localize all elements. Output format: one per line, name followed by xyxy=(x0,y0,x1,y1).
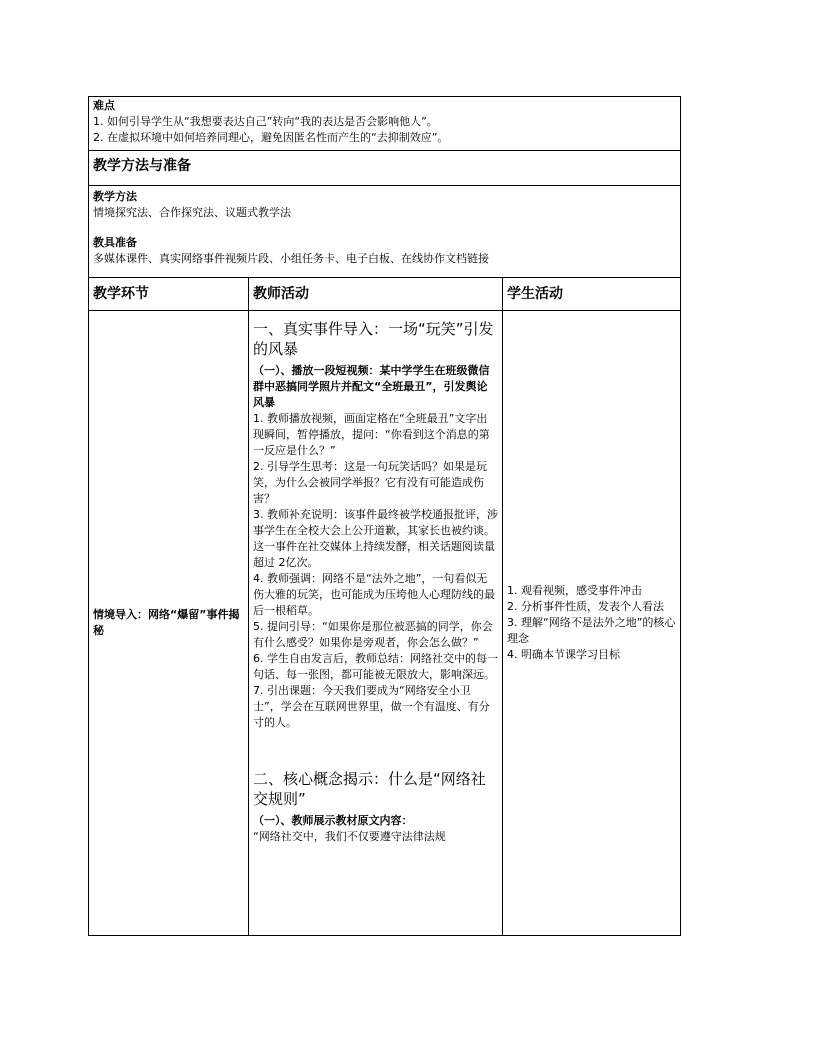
content-row xyxy=(89,311,681,936)
stage-cell: 情境导入：网络“爆留”事件揭秘 xyxy=(93,608,240,637)
method-label: 教学方法 xyxy=(93,190,137,203)
method-text: 情境探究法、合作探究法、议题式教学法 xyxy=(93,206,291,219)
difficulty-item-1: 1. 如何引导学生从“我想要表达自己”转向“我的表达是否会影响他人”。 xyxy=(93,115,438,128)
methods-title-row xyxy=(89,151,681,186)
teacher-step: 6. 学生自由发言后，教师总结：网络社交中的每一句话、每一张图，都可能被无限放大，影响深远。 xyxy=(253,652,498,681)
teacher-step: 7. 引出课题：今天我们要成为“网络安全小卫士”，学会在互联网世界里，做一个有温度、有分寸的人。 xyxy=(253,684,490,729)
methods-content-row xyxy=(89,186,681,278)
difficulty-title: 难点 xyxy=(93,99,115,112)
header-student: 学生活动 xyxy=(507,286,563,302)
student-item-3: 3. 理解“网络不是法外之地”的核心理念 xyxy=(507,616,676,645)
student-item-1: 1. 观看视频，感受事件冲击 xyxy=(507,584,642,597)
teacher-step: 2. 引导学生思考：这是一句玩笑话吗？如果是玩笑，为什么会被同学举报？它有没有可能造成伤害？ xyxy=(253,460,487,505)
teacher-step: 4. 教师强调：网络不是“法外之地”，一句看似无伤大雅的玩笑，也可能成为压垮他人心理防线的最后一根稻草。 xyxy=(253,572,495,617)
teacher-sub-2: （一）、教师展示教材原文内容： xyxy=(253,814,413,827)
tools-text: 多媒体课件、真实网络事件视频片段、小组任务卡、电子白板、在线协作文档链接 xyxy=(93,252,489,265)
teacher-step: 1. 教师播放视频，画面定格在“全班最丑”文字出现瞬间，暂停播放，提问：“你看到这个消息的第一反应是什么？” xyxy=(253,412,490,457)
lesson-plan-page xyxy=(88,96,680,936)
teacher-sub-1: （一）、播放一段短视频：某中学学生在班级微信群中恶搞同学照片并配文“全班最丑”，引发舆论风暴 xyxy=(253,364,490,409)
teacher-step: 5. 提问引导：“如果你是那位被恶搞的同学，你会有什么感受？如果你是旁观者，你会怎么做？” xyxy=(253,620,493,649)
lesson-plan-table xyxy=(88,96,681,936)
student-item-4: 4. 明确本节课学习目标 xyxy=(507,648,620,661)
table-header-row xyxy=(89,278,681,311)
methods-section-title: 教学方法与准备 xyxy=(93,158,191,174)
difficulty-row xyxy=(89,97,681,151)
tools-label: 教具准备 xyxy=(93,236,137,249)
difficulty-item-2: 2. 在虚拟环境中如何培养同理心，避免因匿名性而产生的“去抑制效应”。 xyxy=(93,131,449,144)
teacher-quote: “网络社交中，我们不仅要遵守法律法规 xyxy=(253,830,446,843)
teacher-heading-1: 一、真实事件导入：一场“玩笑”引发的风暴 xyxy=(253,320,494,358)
header-teacher: 教师活动 xyxy=(253,286,309,302)
student-item-2: 2. 分析事件性质，发表个人看法 xyxy=(507,600,664,613)
header-stage: 教学环节 xyxy=(93,286,149,302)
teacher-heading-2: 二、核心概念揭示：什么是“网络社交规则” xyxy=(253,770,486,808)
teacher-step: 3. 教师补充说明：该事件最终被学校通报批评，涉事学生在全校大会上公开道歉，其家长也被约谈。这一事件在社交媒体上持续发酵，相关话题阅读量超过 2亿次。 xyxy=(253,508,498,569)
